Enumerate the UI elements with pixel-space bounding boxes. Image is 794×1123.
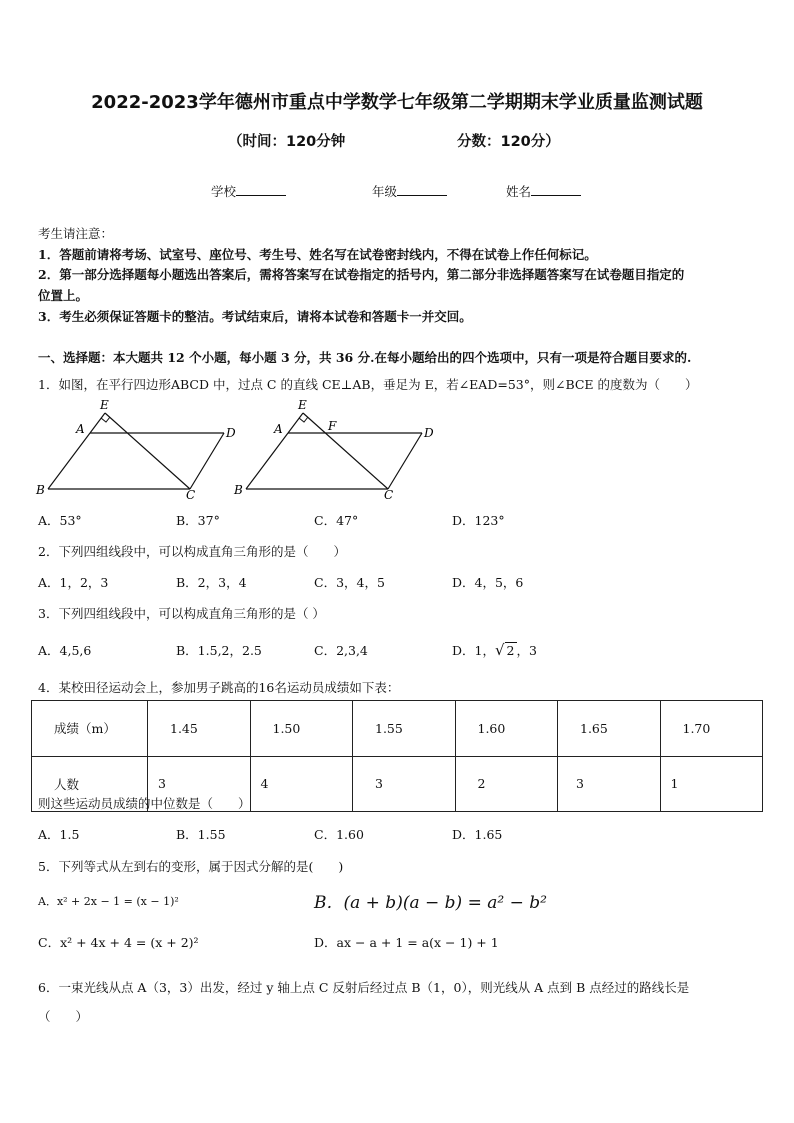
notice-heading: 考生请注意： [38, 226, 114, 241]
q3-option-b: B．1.5,2，2.5 [176, 643, 262, 658]
table-cell: 成绩（m） [32, 701, 148, 757]
table-cell: 1.55 [353, 701, 456, 757]
q4-option-b: B．1.55 [176, 827, 226, 842]
label-F: F [328, 419, 337, 433]
grade-field [372, 182, 447, 200]
q1-option-c: C．47° [314, 513, 359, 528]
table-cell: 1.45 [148, 701, 251, 757]
q1-option-d: D．123° [452, 513, 505, 528]
exam-score: 分数：120分） [457, 134, 560, 150]
question-4: 4．某校田径运动会上，参加男子跳高的16名运动员成绩如下表： [38, 680, 400, 695]
question-1: 1．如图，在平行四边形ABCD 中，过点 C 的直线 CE⊥AB，垂足为 E，若∠EAD=53°，则∠BCE 的度数为（ ） [38, 377, 698, 392]
table-cell: 1.60 [455, 701, 558, 757]
q3-option-c: C．2,3,4 [314, 643, 368, 658]
label-A: A [76, 422, 85, 436]
figure-parallelogram-1 [34, 395, 234, 503]
name-field [506, 182, 581, 200]
page-title: 2022-2023学年德州市重点中学数学七年级第二学期期末学业质量监测试题 [91, 92, 703, 113]
exam-time: （时间：120分钟 [228, 134, 346, 150]
label-B: B [36, 483, 45, 497]
table-cell: 1.70 [660, 701, 763, 757]
q5-option-b: B．(a + b)(a − b) = a² − b² [314, 893, 547, 913]
label-B: B [234, 483, 243, 497]
section-heading: 一、选择题：本大题共 12 个小题，每小题 3 分，共 36 分.在每小题给出的四个选项中，只有一项是符合题目要求的. [38, 350, 692, 365]
q1-option-b: B．37° [176, 513, 220, 528]
notice-item-3: 3．考生必须保证答题卡的整洁。考试结束后，请将本试卷和答题卡一并交回。 [38, 309, 472, 324]
grade-label: 年级 [372, 184, 398, 199]
table-cell: 4 [250, 756, 353, 812]
label-C: C [384, 488, 394, 502]
figure-parallelogram-2 [232, 395, 438, 503]
label-E: E [100, 398, 109, 412]
q4-option-a: A．1.5 [38, 827, 80, 842]
q2-option-b: B．2，3，4 [176, 575, 247, 590]
school-field [211, 182, 286, 200]
label-D: D [424, 426, 434, 440]
label-D: D [226, 426, 236, 440]
q3-option-d-radicand: 2 [506, 643, 515, 658]
question-3: 3．下列四组线段中，可以构成直角三角形的是（ ） [38, 606, 325, 621]
school-blank [236, 183, 286, 196]
table-cell: 人数 [32, 756, 148, 812]
notice-item-2: 2．第一部分选择题每小题选出答案后，需将答案写在试卷指定的括号内，第二部分非选择题答案写在试卷题目指定的 [38, 267, 685, 282]
table-row [32, 701, 763, 757]
q3-option-a: A．4,5,6 [38, 643, 92, 658]
q1-option-a: A．53° [38, 513, 82, 528]
q3-option-d-prefix: D．1， [452, 643, 495, 658]
q4-option-c: C．1.60 [314, 827, 364, 842]
name-label: 姓名 [506, 184, 532, 199]
q5-option-a: A．x² + 2x − 1 = (x − 1)² [38, 895, 179, 908]
school-label: 学校 [211, 184, 237, 199]
label-C: C [186, 488, 196, 502]
q5-option-d: D．ax − a + 1 = a(x − 1) + 1 [314, 935, 499, 950]
table-cell: 1.65 [558, 701, 661, 757]
notice-item-1: 1．答题前请将考场、试室号、座位号、考生号、姓名写在试卷密封线内，不得在试卷上作任何标记。 [38, 247, 597, 262]
name-blank [531, 183, 581, 196]
table-cell: 3 [558, 756, 661, 812]
question-2: 2．下列四组线段中，可以构成直角三角形的是（ ） [38, 544, 346, 559]
q5-option-c: C．x² + 4x + 4 = (x + 2)² [38, 935, 199, 950]
q2-option-c: C．3，4，5 [314, 575, 385, 590]
table-cell: 3 [148, 756, 251, 812]
table-cell: 2 [455, 756, 558, 812]
label-E: E [298, 398, 307, 412]
grade-blank [397, 183, 447, 196]
notice-item-2-cont: 位置上。 [38, 288, 89, 303]
q3-option-d-suffix: ，3 [516, 643, 537, 658]
q3-option-d: D．1，√ 2 ，3 [452, 641, 537, 659]
table-cell: 3 [353, 756, 456, 812]
table-cell: 1 [660, 756, 763, 812]
question-6-paren: （ ） [38, 1009, 89, 1024]
label-A: A [274, 422, 283, 436]
q4-option-d: D．1.65 [452, 827, 503, 842]
question-5: 5．下列等式从左到右的变形，属于因式分解的是( ) [38, 859, 344, 874]
q2-option-a: A．1，2，3 [38, 575, 109, 590]
q2-option-d: D．4，5，6 [452, 575, 524, 590]
table-cell: 1.50 [250, 701, 353, 757]
question-4-after: 则这些运动员成绩的中位数是（ ） [38, 796, 251, 811]
question-6: 6．一束光线从点 A（3，3）出发，经过 y 轴上点 C 反射后经过点 B（1，0），则光线从 A 点到 B 点经过的路线长是 [38, 980, 690, 995]
